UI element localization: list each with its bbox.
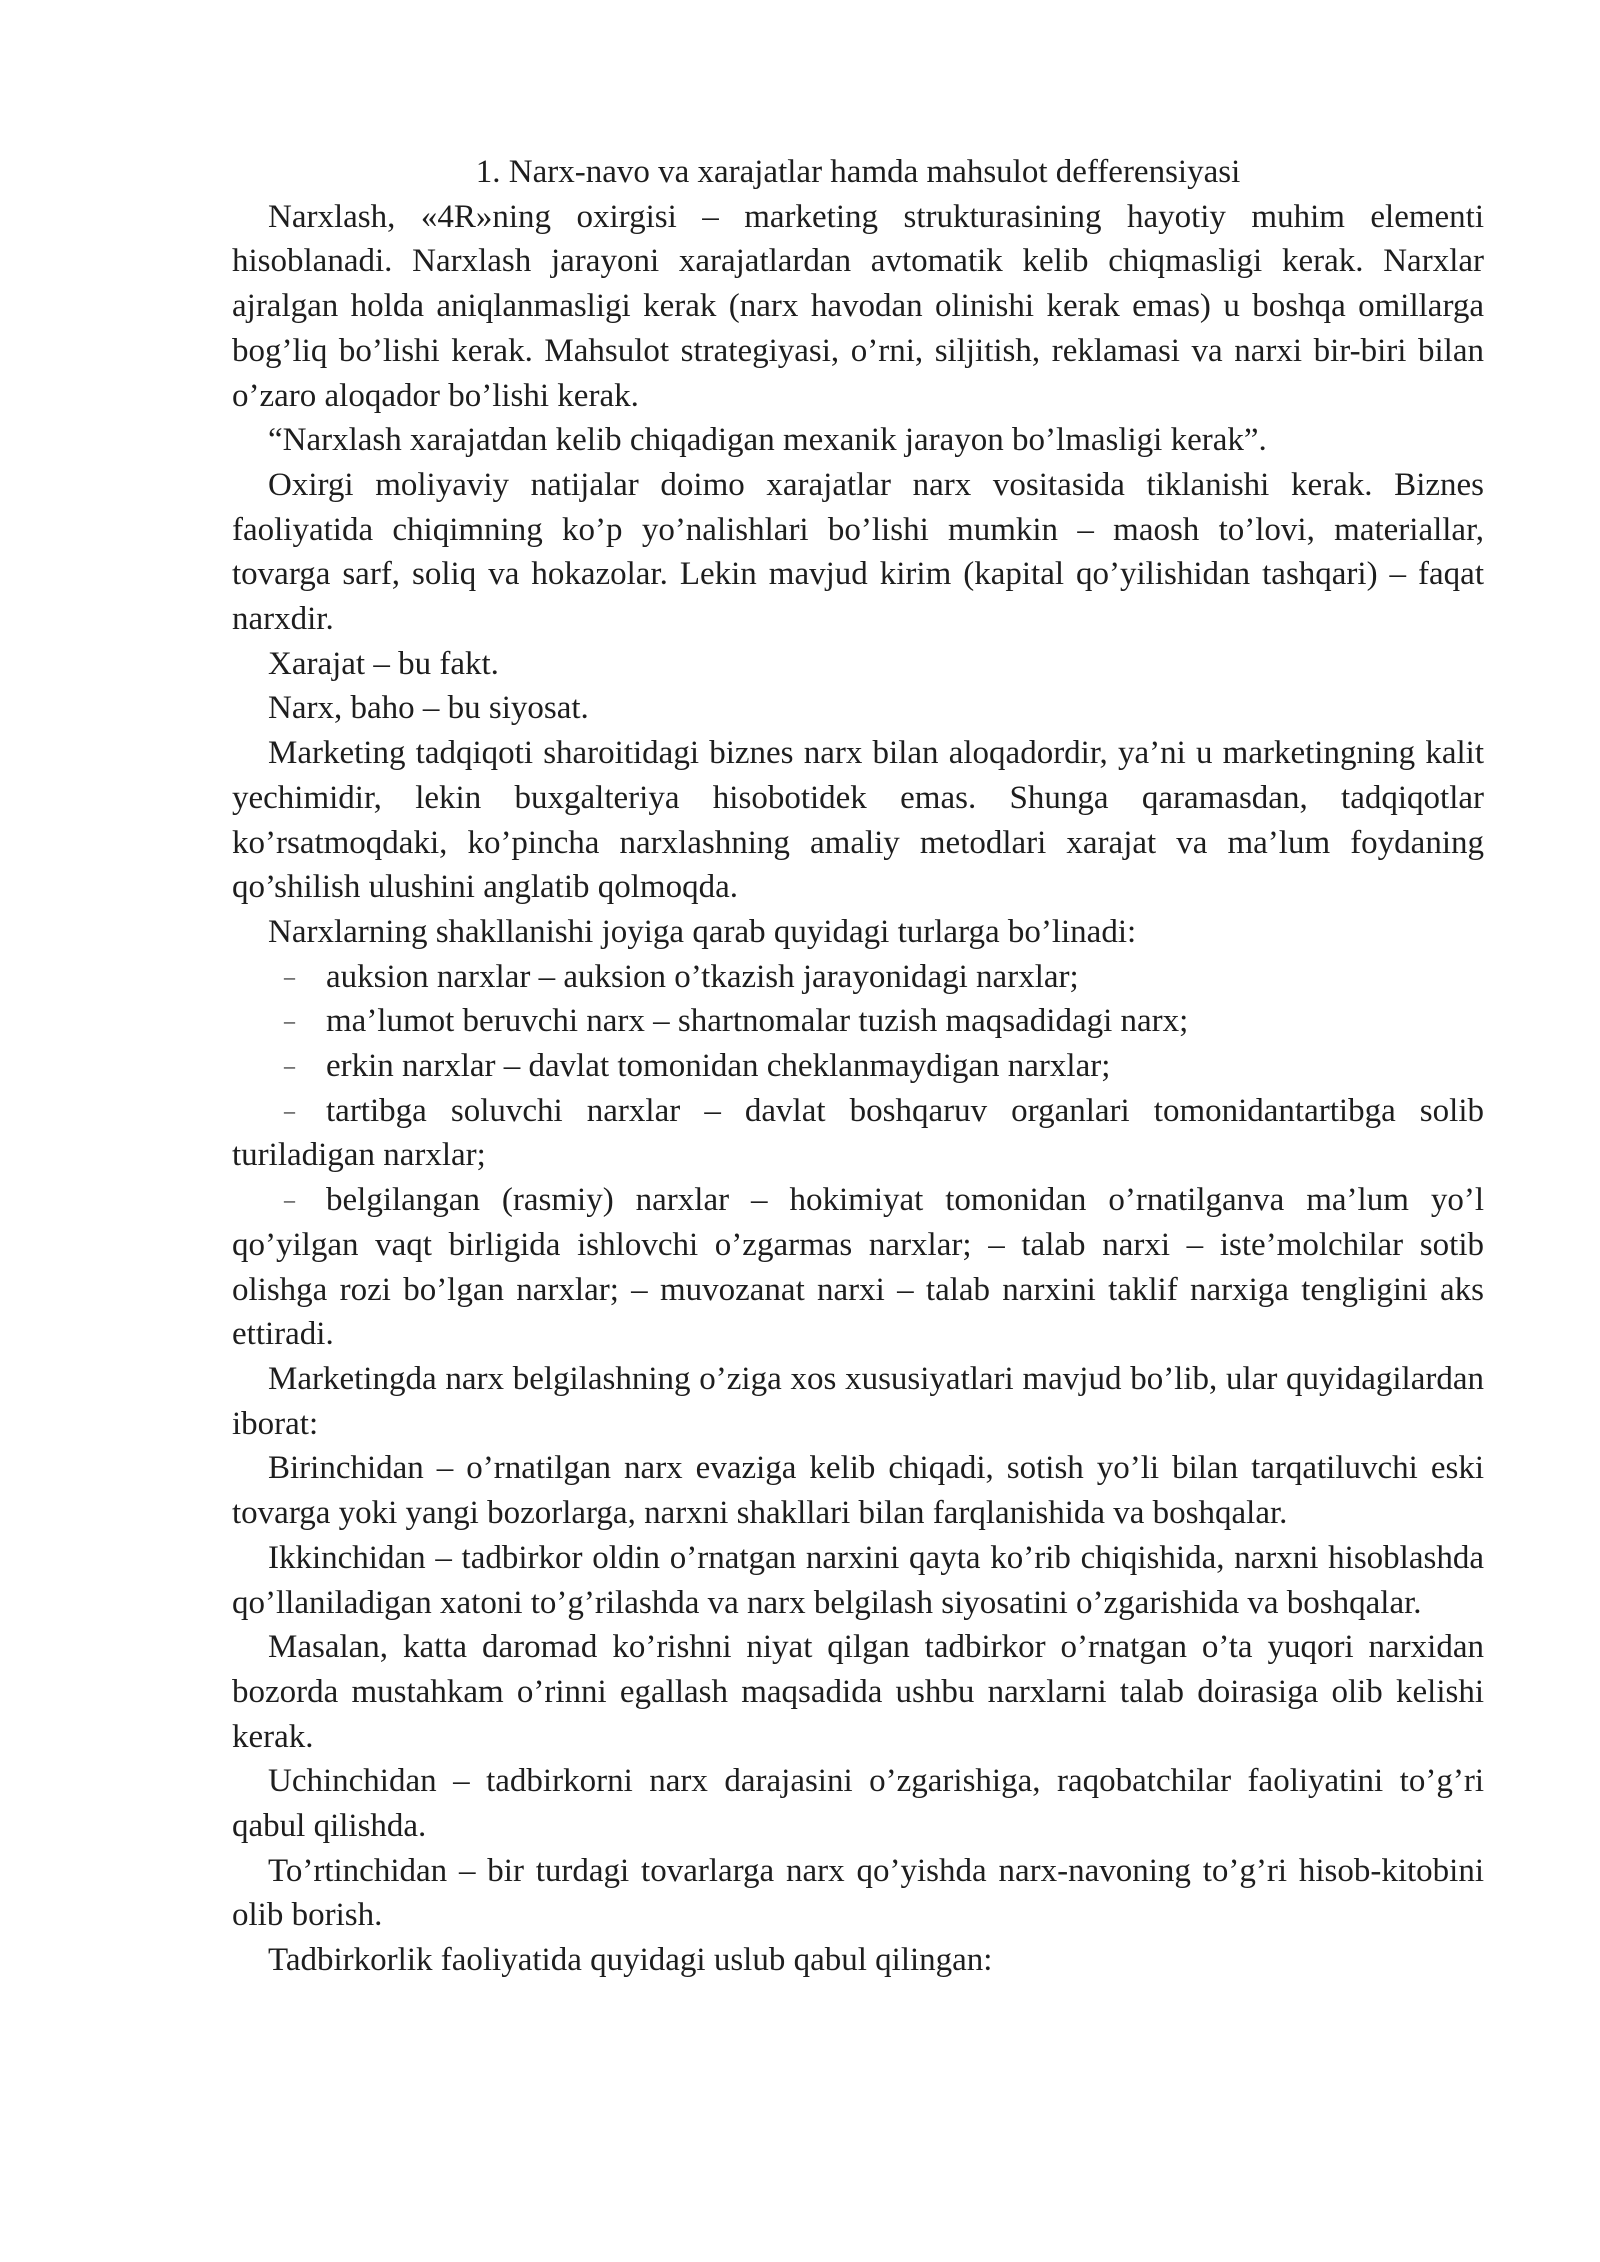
paragraph-tadbirkorlik: Tadbirkorlik faoliyatida quyidagi uslub qabul qilingan: [268, 1942, 993, 1979]
list-item-text: tartibga soluvchi narxlar – davlat boshqaruv organlari tomonidantartibga solib turiladigan narxlar; [232, 1092, 1484, 1174]
list-item-text: belgilangan (rasmiy) narxlar – hokimiyat tomonidan o’rnatilganva ma’lum yo’l qo’yilgan vaqt birligida ishlovchi o’zgarmas narxlar; – talab narxi – iste’molchilar sotib olishga rozi bo’lgan narxlar; – muvozanat narxi – talab narxini taklif narxiga tengligini aks ettiradi. [232, 1182, 1484, 1353]
paragraph-narxlash: Narxlash, «4R»ning oxirgisi – marketing strukturasining hayotiy muhim elementi hisoblanadi. Narxlash jarayoni xarajatlardan avtomatik kelib chiqmasligi kerak. Narxlar ajralgan holda aniqlanmasligi kerak (narx havodan olinishi kerak emas) u boshqa omillarga bog’liq bo’lishi kerak. Mahsulot strategiyasi, o’rni, siljitish, reklamasi va narxi bir-biri bilan o’zaro aloqador bo’lishi kerak. [232, 198, 1484, 414]
paragraph-uchinchidan: Uchinchidan – tadbirkorni narx darajasini o’zgarishiga, raqobatchilar faoliyatini to’g’ri qabul qilishda. [232, 1763, 1484, 1845]
paragraph-ikkinchidan: Ikkinchidan – tadbirkor oldin o’rnatgan narxini qayta ko’rib chiqishida, narxni hisoblashda qo’llaniladigan xatoni to’g’rilashda va narx belgilash siyosatini o’zgarishida va boshqalar. [232, 1539, 1484, 1621]
dash-marker: – [284, 1097, 295, 1123]
dash-marker: – [284, 1008, 295, 1034]
paragraph-birinchidan: Birinchidan – o’rnatilgan narx evaziga kelib chiqadi, sotish yo’li bilan tarqatiluvchi eski tovarga yoki yangi bozorlarga, narxni shakllari bilan farqlanishida va boshqalar. [232, 1450, 1484, 1532]
list-item [232, 1178, 1484, 1357]
dash-marker: – [284, 963, 295, 989]
list-item-text: auksion narxlar – auksion o’tkazish jarayonidagi narxlar; [326, 958, 1079, 995]
paragraph-quote: “Narxlash xarajatdan kelib chiqadigan mexanik jarayon bo’lmasligi kerak”. [268, 422, 1267, 459]
list-item-text: ma’lumot beruvchi narx – shartnomalar tuzish maqsadidagi narx; [326, 1003, 1189, 1040]
list-item [232, 999, 1484, 1044]
paragraph-marketingda: Marketingda narx belgilashning o’ziga xos xususiyatlari mavjud bo’lib, ular quyidagilardan iborat: [232, 1360, 1484, 1442]
paragraph-tortinchidan: To’rtinchidan – bir turdagi tovarlarga narx qo’yishda narx-navoning to’g’ri hisob-kitobini olib borish. [232, 1852, 1484, 1934]
paragraph-xarajat: Xarajat – bu fakt. [268, 645, 499, 682]
list-item [232, 1089, 1484, 1178]
paragraph-narxlarning-shakllanishi: Narxlarning shakllanishi joyiga qarab quyidagi turlarga bo’linadi: [268, 913, 1137, 950]
document-page [232, 150, 1484, 1983]
paragraph-marketing-tadqiqoti: Marketing tadqiqoti sharoitidagi biznes narx bilan aloqadordir, ya’ni u marketingning kalit yechimidir, lekin buxgalteriya hisobotidek emas. Shunga qaramasdan, tadqiqotlar ko’rsatmoqdaki, ko’pincha narxlashning amaliy metodlari xarajat va ma’lum foydaning qo’shilish ulushini anglatib qolmoqda. [232, 735, 1484, 906]
paragraph-oxirgi: Oxirgi moliyaviy natijalar doimo xarajatlar narx vositasida tiklanishi kerak. Biznes faoliyatida chiqimning ko’p yo’nalishlari bo’lishi mumkin – maosh to’lovi, materiallar, tovarga sarf, soliq va hokazolar. Lekin mavjud kirim (kapital qo’yilishidan tashqari) – faqat narxdir. [232, 466, 1484, 638]
section-title: 1. Narx-navo va xarajatlar hamda mahsulot defferensiyasi [475, 154, 1241, 190]
list-item-text: erkin narxlar – davlat tomonidan cheklanmaydigan narxlar; [326, 1048, 1111, 1085]
dash-marker: – [284, 1187, 295, 1213]
list-item [232, 1044, 1484, 1089]
paragraph-narx-baho: Narx, baho – bu siyosat. [268, 690, 589, 727]
paragraph-masalan: Masalan, katta daromad ko’rishni niyat qilgan tadbirkor o’rnatgan o’ta yuqori narxidan bozorda mustahkam o’rinni egallash maqsadida ushbu narxlarni talab doirasiga olib kelishi kerak. [232, 1629, 1484, 1755]
list-item [232, 955, 1484, 1000]
dash-marker: – [284, 1053, 295, 1079]
